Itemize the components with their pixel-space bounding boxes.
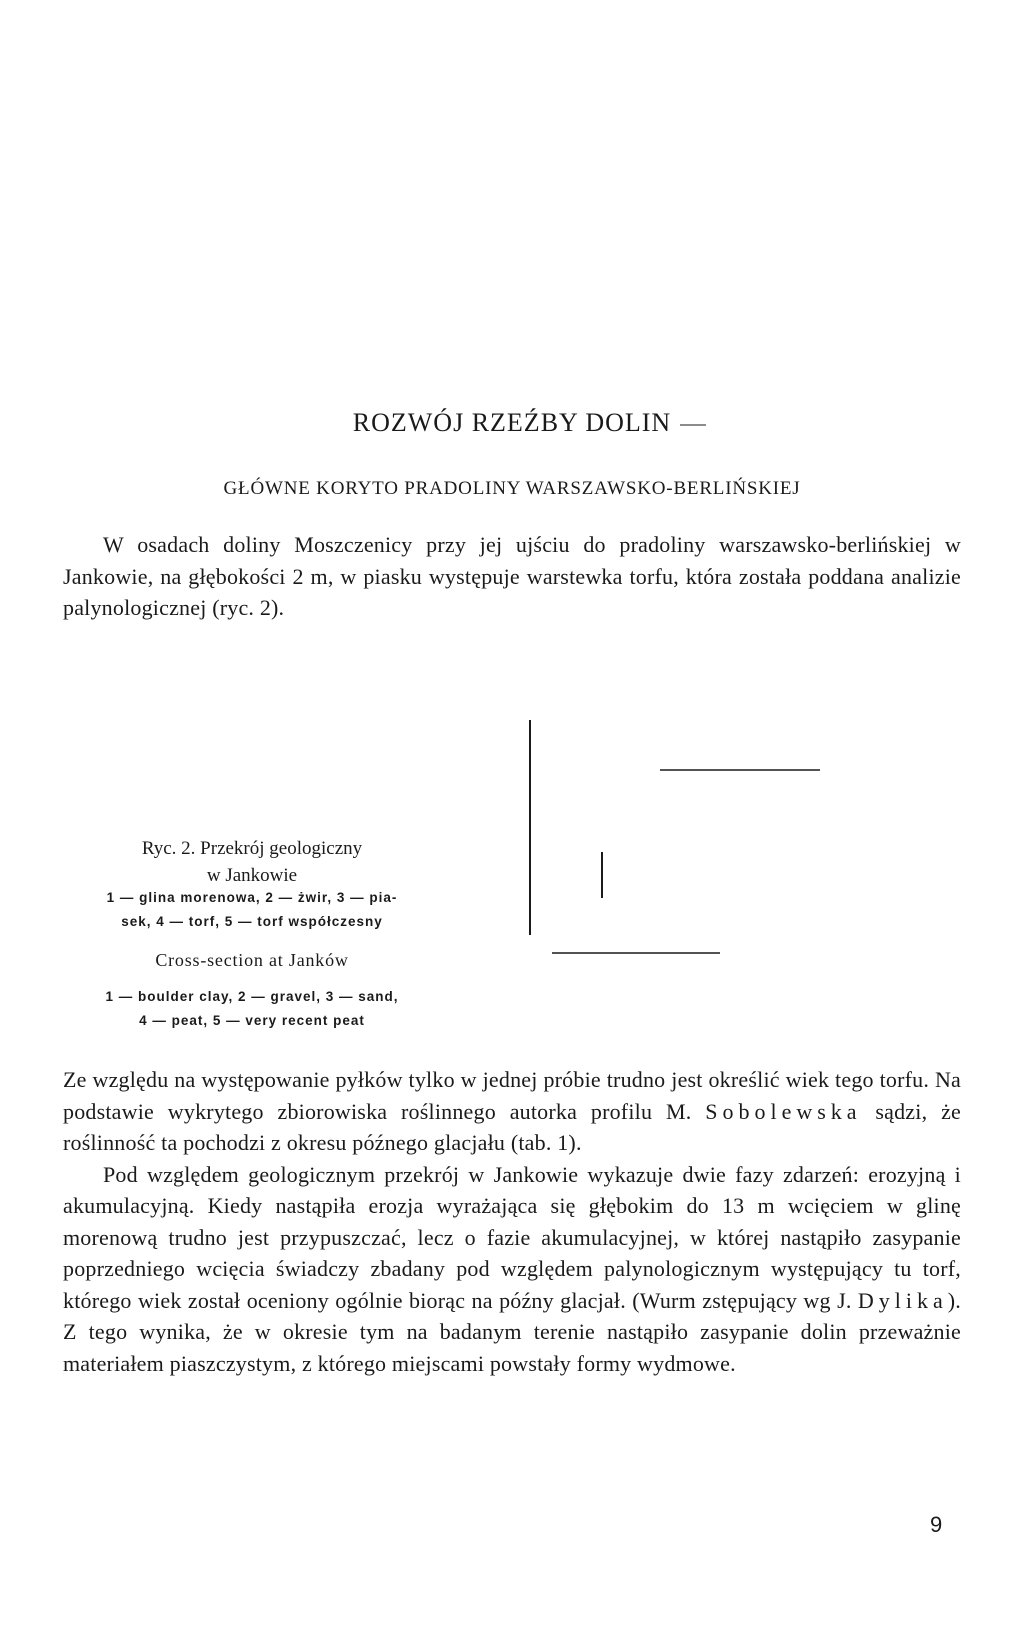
- paragraph-1-text: W osadach doliny Moszczenicy przy jej ujściu do pradoliny warszawsko-berlińskiej w Jankowie, na głębokości 2 m, w piasku występuje warstewka torfu, która została poddana analizie palynologicznej (ryc. 2).: [63, 532, 961, 620]
- paragraph-2-after: sądzi, że roślinność ta pochodzi z okresu późnego glacjału (tab. 1).: [63, 1098, 961, 1155]
- figure-legend-pl-line-1: 1 — glina morenowa, 2 — żwir, 3 — pia-: [106, 890, 398, 905]
- figure-legend-pl-line-2: sek, 4 — torf, 5 — torf współczesny: [121, 914, 383, 929]
- geological-cross-section-figure: [520, 420, 820, 960]
- figure-legend-en-line-1: 1 — boulder clay, 2 — gravel, 3 — sand,: [105, 989, 399, 1004]
- author-name-dylik: Dylika: [857, 1287, 948, 1313]
- body-text: [63, 1064, 961, 1379]
- paragraph-2: [63, 1064, 961, 1159]
- figure-caption-pl: [62, 835, 442, 889]
- page-number: 9: [930, 1512, 943, 1537]
- figure-legend-en: [62, 985, 442, 1033]
- running-head: ROZWÓJ RZEŹBY DOLIN: [352, 408, 672, 437]
- paragraph-3-after: ). Z tego wynika, że w okresie tym na badanym terenie nastąpiło zasypanie dolin przeważnie materiałem piaszczystym, z którego miejscami powstały formy wydmowe.: [63, 1287, 961, 1376]
- paragraph-3: [63, 1159, 961, 1380]
- paragraph-3-before: Pod względem geologicznym przekrój w Jankowie wykazuje dwie fazy zdarzeń: erozyjną i akumulacyjną. Kiedy nastąpiła erozja wyrażająca się głębokim do 13 m wcięciem w glinę morenową trudno jest przypuszczać, lecz o fazie akumulacyjnej, w której nastąpiło zasypanie poprzedniego wcięcia świadczy zbadany pod względem palynologicznym występujący tu torf, którego wiek został oceniony ogólnie biorąc na późny glacjał. (Wurm zstępujący wg J.: [63, 1161, 961, 1313]
- paragraph-1: [63, 529, 961, 624]
- section-heading: GŁÓWNE KORYTO PRADOLINY WARSZAWSKO-BERLIŃSKIEJ: [223, 478, 801, 499]
- figure-caption-pl-line-2: w Jankowie: [206, 865, 298, 886]
- figure-caption-en: Cross-section at Janków: [155, 950, 349, 970]
- author-name-sobolewska: Sobolewska: [705, 1098, 862, 1124]
- paragraph-2-before: Ze względu na występowanie pyłków tylko w jednej próbie trudno jest określić wiek tego torfu. Na podstawie wykrytego zbiorowiska roślinnego autorka profilu M.: [63, 1067, 961, 1124]
- figure-legend-pl: [62, 886, 442, 934]
- figure-caption-pl-line-1: Ryc. 2. Przekrój geologiczny: [141, 838, 363, 859]
- figure-legend-en-line-2: 4 — peat, 5 — very recent peat: [139, 1013, 365, 1028]
